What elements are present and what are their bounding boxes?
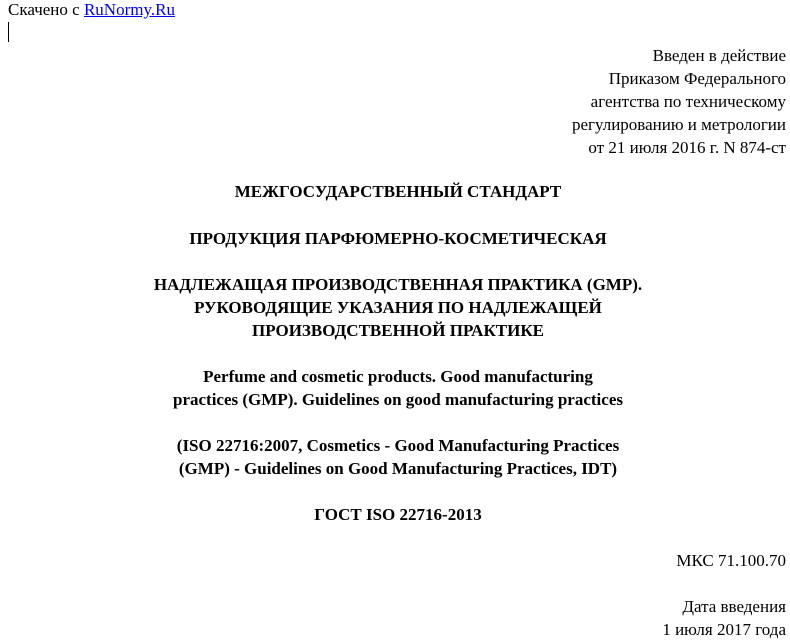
main-title-heading [0, 273, 790, 342]
iso-reference-block [0, 434, 790, 480]
main-title-line: ПРОИЗВОДСТВЕННОЙ ПРАКТИКЕ [251, 321, 545, 340]
enactment-line: Введен в действие [652, 46, 786, 65]
product-title-text: ПРОДУКЦИЯ ПАРФЮМЕРНО-КОСМЕТИЧЕСКАЯ [189, 229, 607, 248]
iso-reference-line: (ISO 22716:2007, Cosmetics - Good Manufacturing Practices [176, 436, 620, 455]
english-title-block [0, 365, 790, 411]
mks-code [676, 549, 786, 572]
iso-reference-line: (GMP) - Guidelines on Good Manufacturing Practices, IDT) [178, 459, 618, 478]
enactment-line: от 21 июля 2016 г. N 874-ст [588, 138, 786, 157]
enactment-line: агентства по техническому [590, 92, 786, 111]
intro-date-block [662, 595, 786, 641]
source-prefix: Скачено с [8, 0, 84, 19]
mks-text: МКС 71.100.70 [676, 551, 786, 570]
standard-type-heading [0, 180, 790, 203]
source-link[interactable]: RuNormy.Ru [83, 0, 175, 19]
text-cursor [8, 22, 9, 42]
intro-date-value: 1 июля 2017 года [662, 620, 786, 639]
gost-number-text: ГОСТ ISO 22716-2013 [314, 505, 482, 524]
main-title-line: РУКОВОДЯЩИЕ УКАЗАНИЯ ПО НАДЛЕЖАЩЕЙ [194, 298, 602, 317]
intro-date-label: Дата введения [682, 597, 786, 616]
gost-number-heading [0, 503, 790, 526]
source-line [8, 0, 175, 21]
main-title-line: НАДЛЕЖАЩАЯ ПРОИЗВОДСТВЕННАЯ ПРАКТИКА (GMP). [153, 275, 643, 294]
standard-type-text: МЕЖГОСУДАРСТВЕННЫЙ СТАНДАРТ [234, 182, 562, 201]
enactment-block [572, 44, 786, 159]
enactment-line: Приказом Федерального [608, 69, 786, 88]
english-title-line: practices (GMP). Guidelines on good manufacturing practices [173, 390, 623, 409]
enactment-line: регулированию и метрологии [571, 115, 786, 134]
product-title-heading [0, 227, 790, 250]
english-title-line: Perfume and cosmetic products. Good manufacturing [203, 367, 593, 386]
